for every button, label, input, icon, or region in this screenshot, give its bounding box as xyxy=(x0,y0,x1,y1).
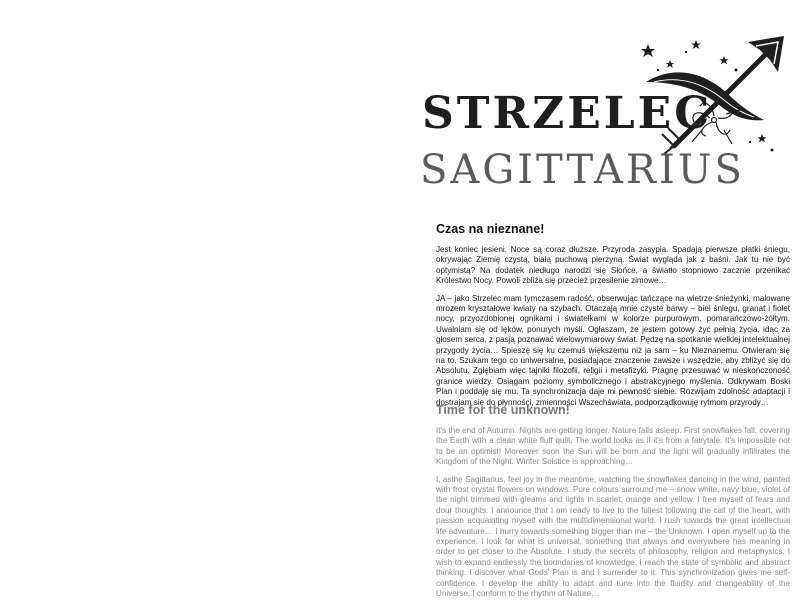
left-page-blank xyxy=(0,0,400,566)
title-polish: STRZELEC xyxy=(422,88,713,139)
section-heading-polish: Czas na nieznane! xyxy=(436,222,545,236)
paragraph-polish-2: JA – jako Strzelec mam tymczasem radość, obserwując tańczące na wietrze śnieżynki, malowane mrozem kryształowe kwiaty na szybach. Otaczają mnie czyste barwy – biel śniegu, granat i fiolet nocy, przyozdobionej ognikami i światełkami w kolorze purpurowym, pomarańczowo-żółtym. Uwalniam się od lęków, ponurych myśli. Ogłaszam, że jestem gotowy żyć pełnią życia, idąc za głosem serca, z pasją poznawać wielowymiarowy świat. Pędzę na spotkanie wielkiej intelektualnej przygody życia… Spieszę się ku czemuś większemu niż ja sam – ku Nieznanemu. Otwieram się na to. Szukam tego co uniwersalne, posiadające znaczenie zawsze i wszędzie, aby zbliżyć się do Absolutu. Zgłębiam więc tajniki filozofii, religii i metafizyki. Pragnę przesuwać w nieskończoność granice wiedzy. Osiągam poziomy symbolicznego i abstrakcyjnego myślenia. Odkrywam Boski Plan i poddaję się mu. Ta synchronizacja daje mi pewność siebie. Rozwijam zdolność adaptacji i dostrajam się do płynności, zmienności Wszechświata, podporządkowuję rytmom przyrody… xyxy=(436,293,790,407)
section-heading-english: Time for the unknown! xyxy=(436,403,570,417)
title-latin: SAGITTARIUS xyxy=(420,147,745,193)
paragraph-english-1: It's the end of Autumn. Nights are getting longer. Nature falls asleep. First snowflakes fall, covering the Earth with a clean white fluff quilt. The world looks as if it's from a fairytale. It's impossible not to be an optimist! Moreover soon the Sun will be born and the light will gradually infiltrates the Kingdom of the Night. Winter Solstice is approaching… xyxy=(436,426,790,467)
section-english xyxy=(436,403,790,607)
right-page xyxy=(400,0,800,599)
paragraph-english-2: I, asthe Sagittarius, feel joy in the meantime, watching the snowflakes dancing in the wind, painted with frost crystal flowers on windows. Pure colours surround me – snow white, navy blue, violet of the night trimmed with gleams and lights in scarlet, orange and yellow. I free myself of fears and dour thoughts. I announce that I am ready to live to the fullest following the call of the heart, with passion acquainting myself with the multidimensional world. I rush towards the great intellectual life adventure… I hurry towards something bigger than me – the Unknown. I open myself up to the experience. I look for what is universal, something that always and everywhere has meaning in order to get closer to the Absolute. I study the secrets of philosophy, religion and metaphysics. I wish to expand endlessly the boundaries of knowledge. I reach the state of symbolic and abstract thinking. I discover what Gods' Plan is and I surrender to it. This synchronization gives me self-confidence. I develop the ability to adapt and tune into the fluidity and changeability of the Universe. I conform to the rhythm of Nature… xyxy=(436,474,790,599)
section-polish xyxy=(436,222,790,415)
paragraph-polish-1: Jest koniec jesieni. Noce są coraz dłuższe. Przyroda zasypia. Spadają pierwsze płatki śniegu, okrywając Ziemię czystą, białą puchową pierzyną. Świat wygląda jak z baśni. Jak tu nie być optymistą? Na dodatek niedługo narodzi się Słońce, a światło stopniowo zacznie przenikać Królestwo Nocy. Powoli zbliża się przecież przesilenie zimowe… xyxy=(436,245,790,286)
